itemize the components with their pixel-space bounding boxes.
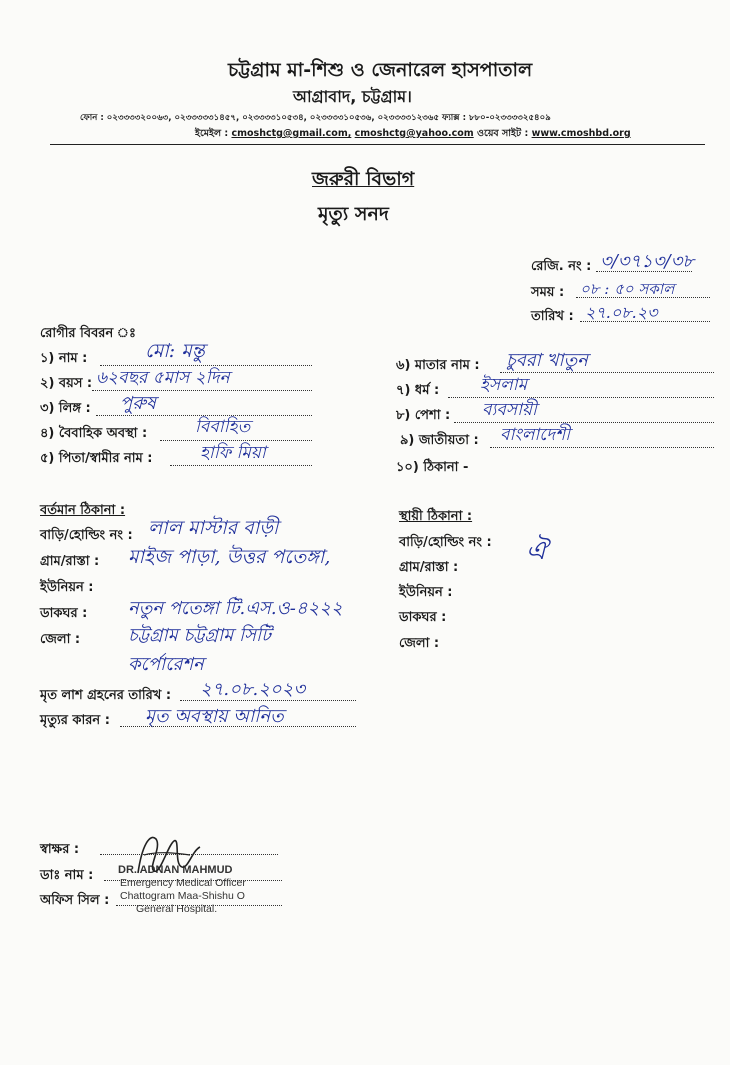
office-seal-label: অফিস সিল : — [40, 893, 110, 908]
present-address-title: বর্তমান ঠিকানা : — [40, 503, 126, 518]
reg-label: রেজি. নং : — [531, 259, 592, 274]
email-yahoo[interactable]: cmoshctg@yahoo.com — [354, 128, 474, 139]
stamp-designation: Emergency Medical Officer — [120, 877, 246, 889]
present-house-label: বাড়ি/হোল্ডিং নং : — [40, 528, 133, 543]
website-label: ওয়েব সাইট : — [477, 128, 529, 139]
body-received-dots — [180, 700, 356, 701]
occupation-dots — [454, 422, 714, 423]
cause-dots — [120, 726, 356, 727]
present-district-value-1: চট্টগ্রাম চট্টগ্রাম সিটি — [128, 625, 271, 646]
department-title: জরুরী বিভাগ — [312, 168, 415, 190]
present-house-value: লাল মাস্টার বাড়ী — [148, 517, 279, 539]
nationality-value: বাংলাদেশী — [500, 425, 570, 445]
cause-value: মৃত অবস্থায় আনিত — [145, 706, 284, 727]
time-value: ০৮ : ৫০ সকাল — [580, 280, 675, 298]
occupation-value: ব্যবসায়ী — [482, 400, 537, 420]
hospital-address: আগ্রাবাদ, চট্টগ্রাম। — [293, 87, 412, 106]
marital-label: ৪) বৈবাহিক অবস্থা : — [40, 426, 148, 441]
name-value: মো: মন্তু — [145, 340, 205, 362]
present-village-label: গ্রাম/রাস্তা : — [40, 554, 100, 569]
mother-label: ৬) মাতার নাম : — [396, 358, 480, 373]
religion-value: ইসলাম — [480, 375, 528, 395]
present-district-label: জেলা : — [40, 632, 81, 647]
mother-value: চুবরা খাতুন — [506, 350, 588, 371]
email-gmail[interactable]: cmoshctg@gmail.com, — [231, 128, 352, 139]
sign-label: স্বাক্ষর : — [40, 842, 80, 857]
marital-value: বিবাহিত — [195, 417, 251, 437]
stamp-doctor-name: DR. ADNAN MAHMUD — [118, 864, 233, 876]
header-rule — [50, 144, 705, 145]
email-line — [195, 127, 631, 142]
permanent-house-value: ঐ — [526, 536, 547, 566]
address-label: ১০) ঠিকানা - — [396, 460, 469, 475]
present-village-value: মাইজ পাড়া, উত্তর পতেঙ্গা, — [128, 546, 331, 568]
reg-dots — [596, 271, 692, 272]
present-post-value: নতুন পতেঙ্গা টি.এস.ও-৪২২২ — [128, 598, 343, 619]
nationality-dots — [490, 447, 714, 448]
permanent-union-label: ইউনিয়ন : — [399, 585, 453, 600]
date-value: ২৭.০৮.২৩ — [585, 303, 658, 322]
permanent-house-label: বাড়ি/হোল্ডিং নং : — [399, 535, 492, 550]
document-title: মৃত্যু সনদ — [318, 203, 389, 225]
hospital-name: চট্টগ্রাম মা-শিশু ও জেনারেল হাসপাতাল — [228, 59, 533, 81]
website-link[interactable]: www.cmoshbd.org — [531, 128, 631, 139]
sex-label: ৩) লিঙ্গ : — [40, 401, 91, 416]
reg-value: ৩/৩৭১৩/৩৮ — [600, 251, 695, 272]
stamp-hospital-line2: General Hospital. — [136, 903, 218, 915]
time-label: সময় : — [531, 285, 565, 300]
body-received-label: মৃত লাশ গ্রহনের তারিখ : — [40, 688, 172, 703]
present-district-value-2: কর্পোরেশন — [128, 654, 204, 675]
cause-label: মৃত্যুর কারন : — [40, 713, 110, 728]
stamp-hospital-line1: Chattogram Maa-Shishu O — [120, 890, 245, 902]
nationality-label: ৯) জাতীয়তা : — [400, 433, 479, 448]
permanent-district-label: জেলা : — [399, 636, 440, 651]
permanent-address-title: স্থায়ী ঠিকানা : — [399, 509, 473, 524]
date-label: তারিখ : — [531, 309, 574, 324]
date-dots — [580, 321, 710, 322]
father-label: ৫) পিতা/স্বামীর নাম : — [40, 451, 153, 466]
religion-label: ৭) ধর্ম : — [396, 383, 440, 398]
name-label: ১) নাম : — [40, 351, 88, 366]
age-value: ৬২বছর ৫মাস ২দিন — [96, 368, 230, 388]
occupation-label: ৮) পেশা : — [396, 408, 451, 423]
email-label: ইমেইল : — [195, 128, 229, 139]
mother-dots — [500, 372, 714, 373]
present-post-label: ডাকঘর : — [40, 606, 88, 621]
signature-scribble — [130, 825, 210, 885]
patient-section-label: রোগীর বিবরন ঃ — [40, 326, 136, 341]
father-dots — [170, 465, 312, 466]
age-label: ২) বয়স : — [40, 376, 93, 391]
doctor-label: ডাঃ নাম : — [40, 868, 94, 883]
sex-value: পুরুষ — [120, 393, 156, 414]
permanent-village-label: গ্রাম/রাস্তা : — [399, 560, 459, 575]
permanent-post-label: ডাকঘর : — [399, 610, 447, 625]
body-received-value: ২৭.০৮.২০২৩ — [200, 679, 306, 700]
present-union-label: ইউনিয়ন : — [40, 580, 94, 595]
phone-line: ফোন : ০২৩৩৩৩২০০৬৩, ০২৩৩৩৩৩১৪৫৭, ০২৩৩৩৩১০৫৩৪, ০২৩৩৩৩১০৫৩৬, ০২৩৩৩৩১২৩৬৫ ফ্যাক্স : ৮৮০-০২৩৩৩৩২৫৪০৯ — [80, 113, 551, 123]
father-value: হাফি মিয়া — [200, 443, 266, 463]
time-dots — [576, 297, 710, 298]
